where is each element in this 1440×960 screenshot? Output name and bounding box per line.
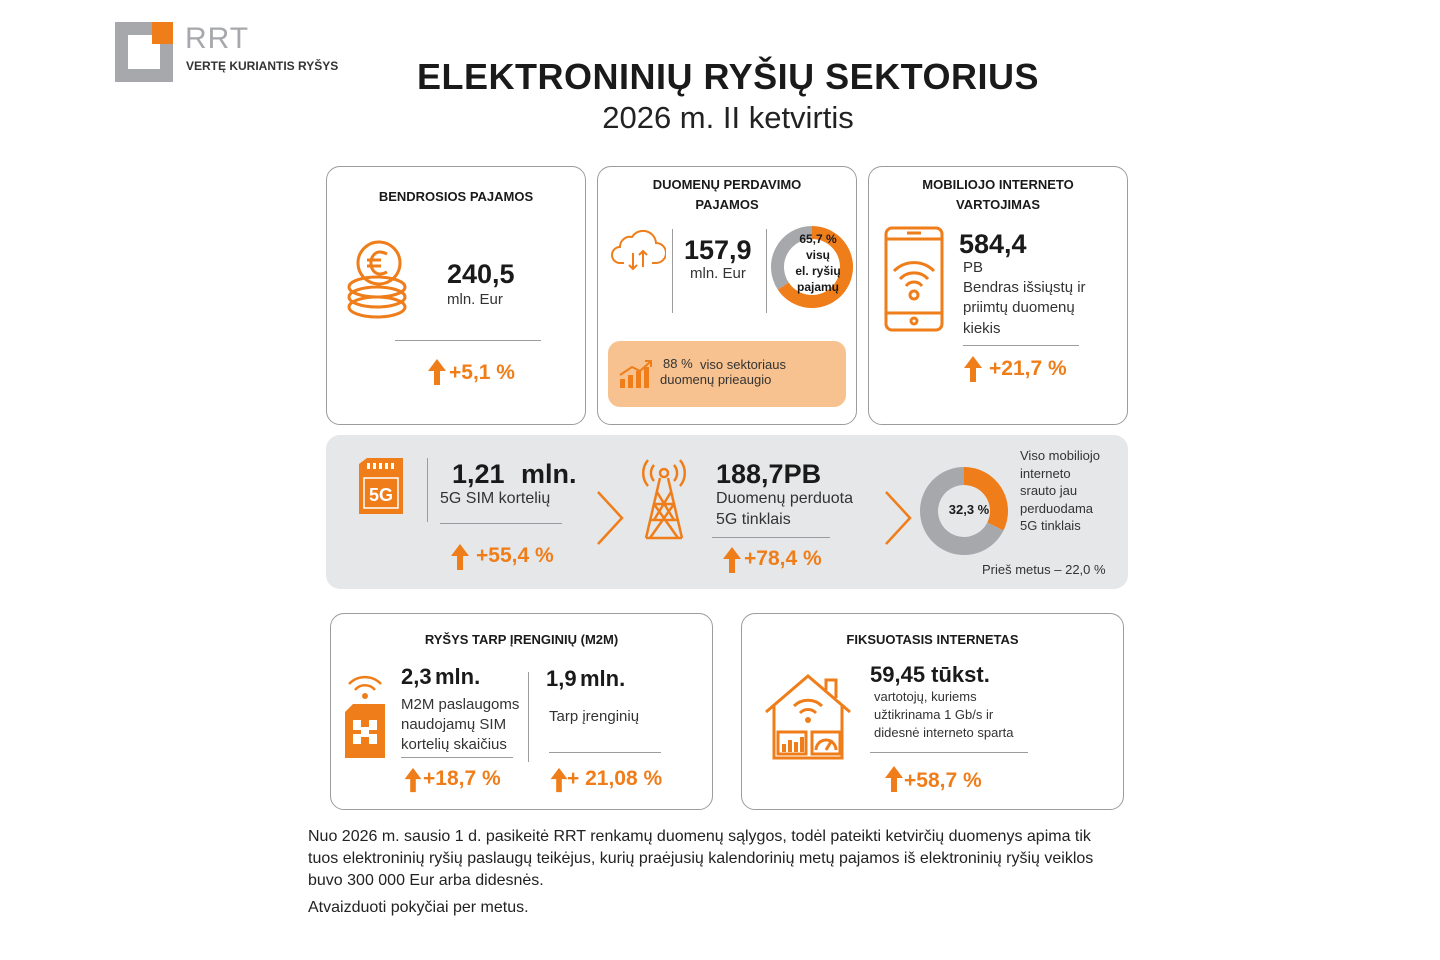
share-label-1: Viso mobiliojo (1020, 448, 1100, 463)
footer-note-2: Atvaizduoti pokyčiai per metus. (308, 899, 529, 916)
mobile-value: 584,4 (959, 229, 1027, 259)
divider (672, 229, 673, 313)
logo-tagline: VERTĘ KURIANTIS RYŠYS (186, 59, 339, 73)
fiveg-share-label (1020, 447, 1100, 535)
divider (549, 752, 661, 753)
fixed-title: FIKSUOTASIS INTERNETAS (846, 632, 1019, 647)
smart-home-icon (760, 670, 856, 762)
fixed-label-2: užtikrinama 1 Gb/s ir (874, 707, 994, 722)
m2m-dev-suffix: mln. (580, 666, 626, 691)
m2m-dev-value: 1,9 (546, 666, 577, 691)
share-label-2: interneto (1020, 465, 1071, 481)
cell-tower-icon (638, 456, 690, 542)
footer-note (308, 826, 1138, 892)
page-subtitle: 2026 m. II ketvirtis (602, 100, 854, 135)
mobile-desc-1: Bendras išsiųstų ir (963, 279, 1086, 296)
growth-percent: 88 % (663, 356, 693, 371)
data-revenue-card (597, 166, 857, 425)
mobile-internet-card (868, 166, 1128, 425)
mobile-desc-2: priimtų duomenų (963, 299, 1075, 316)
data-revenue-title-1: DUOMENŲ PERDAVIMO (652, 177, 802, 192)
m2m-title: RYŠYS TARP ĮRENGINIŲ (M2M) (424, 632, 619, 647)
share-percent: 65,7 % (799, 232, 837, 246)
m2m-dev-change: + 21,08 % (567, 767, 663, 790)
share-label-4: perduodama (1020, 500, 1093, 516)
growth-label-2: duomenų prieaugio (660, 372, 772, 387)
fixed-label-3: didesnė interneto sparta (874, 725, 1014, 740)
mobile-title-2: VARTOJIMAS (955, 197, 1041, 212)
m2m-sim-label-3: kortelių skaičius (401, 736, 507, 753)
divider (395, 340, 541, 341)
m2m-dev-label: Tarp įrenginių (549, 708, 640, 725)
fiveg-sim-value: 1,21 (452, 459, 505, 489)
chevron-right-icon (594, 488, 626, 548)
page-title: ELEKTRONINIŲ RYŠIŲ SEKTORIUS (416, 56, 1040, 97)
arrow-up-icon (403, 766, 423, 794)
revenue-unit: mln. Eur (447, 291, 503, 308)
fiveg-share-percent: 32,3 % (948, 502, 990, 517)
cloud-transfer-icon (610, 229, 666, 273)
growth-label-1: viso sektoriaus (700, 357, 786, 372)
sim-5g-icon (357, 456, 405, 516)
share-label-3: pajamų (796, 280, 839, 294)
fixed-internet-card (741, 613, 1124, 810)
arrow-up-icon (884, 764, 904, 794)
sim-5g-text: 5G (368, 485, 394, 505)
sim-wifi-icon (341, 670, 389, 760)
arrow-up-icon (549, 766, 569, 794)
divider (963, 345, 1079, 346)
chevron-right-icon (882, 488, 914, 548)
donut-share-slice (964, 467, 1008, 530)
phone-wifi-icon (883, 225, 945, 333)
footer-line-1: Nuo 2026 m. sausio 1 d. pasikeitė RRT renkamų duomenų sąlygos, todėl pateikti ketvirčių duomenys apima tik (308, 828, 1091, 845)
arrow-up-icon (450, 542, 470, 572)
arrow-up-icon (963, 354, 983, 384)
footer-line-3: buvo 300 000 Eur arba didesnės. (308, 872, 544, 889)
fiveg-data-label-1: Duomenų perduota (716, 490, 853, 507)
divider (528, 672, 529, 762)
mobile-unit: PB (963, 259, 984, 276)
mobile-title-1: MOBILIOJO INTERNETO (922, 177, 1074, 192)
growth-box (608, 341, 846, 407)
growth-chart-icon (618, 359, 654, 389)
fiveg-sim-suffix: mln. (521, 459, 577, 489)
mobile-desc-3: kiekis (963, 320, 1001, 337)
revenue-change: +5,1 % (449, 361, 515, 384)
revenue-card (326, 166, 586, 425)
m2m-sim-label-1: M2M paslaugoms (401, 696, 520, 713)
share-label-3: srauto jau (1020, 483, 1078, 498)
fiveg-data-value: 188,7PB (716, 459, 822, 489)
divider (712, 537, 830, 538)
footer-line-2: tuos elektroninių ryšių paslaugų teikėjus, kurių praėjusių kalendorinių metų pajamos iš elektroninių ryšių veiklos (308, 850, 1094, 867)
divider (766, 229, 767, 313)
m2m-sim-suffix: mln. (435, 664, 481, 689)
m2m-sim-label-2: naudojamų SIM (401, 716, 507, 733)
divider (401, 757, 513, 758)
arrow-up-icon (427, 357, 447, 387)
data-revenue-unit: mln. Eur (690, 265, 746, 282)
revenue-value: 240,5 (447, 259, 515, 289)
m2m-sim-change: +18,7 % (423, 767, 501, 790)
data-revenue-share-labels (776, 231, 860, 295)
fiveg-data-label-2: 5G tinklais (716, 511, 791, 528)
divider (427, 458, 428, 522)
fiveg-sim-change: +55,4 % (476, 544, 554, 567)
fiveg-prev-year: Prieš metus – 22,0 % (982, 562, 1106, 577)
m2m-card (330, 613, 713, 810)
divider (870, 752, 1028, 753)
share-label-5: 5G tinklais (1020, 518, 1081, 533)
share-label-1: visų (805, 248, 830, 262)
m2m-sim-value: 2,3 (401, 664, 432, 689)
fixed-label-1: vartotojų, kuriems (874, 689, 977, 704)
fixed-value: 59,45 tūkst. (870, 662, 990, 687)
revenue-title: BENDROSIOS PAJAMOS (378, 189, 534, 204)
divider (440, 523, 562, 524)
euro-coins-icon (345, 239, 415, 321)
data-revenue-value: 157,9 (684, 235, 752, 265)
data-revenue-title-2: PAJAMOS (695, 197, 759, 212)
mobile-change: +21,7 % (989, 357, 1067, 380)
share-label-2: el. ryšių (795, 264, 841, 278)
logo-name: RRT (185, 22, 250, 55)
fiveg-sim-label: 5G SIM kortelių (440, 490, 551, 507)
fiveg-data-change: +78,4 % (744, 547, 822, 570)
fixed-change: +58,7 % (904, 769, 982, 792)
arrow-up-icon (722, 545, 742, 575)
